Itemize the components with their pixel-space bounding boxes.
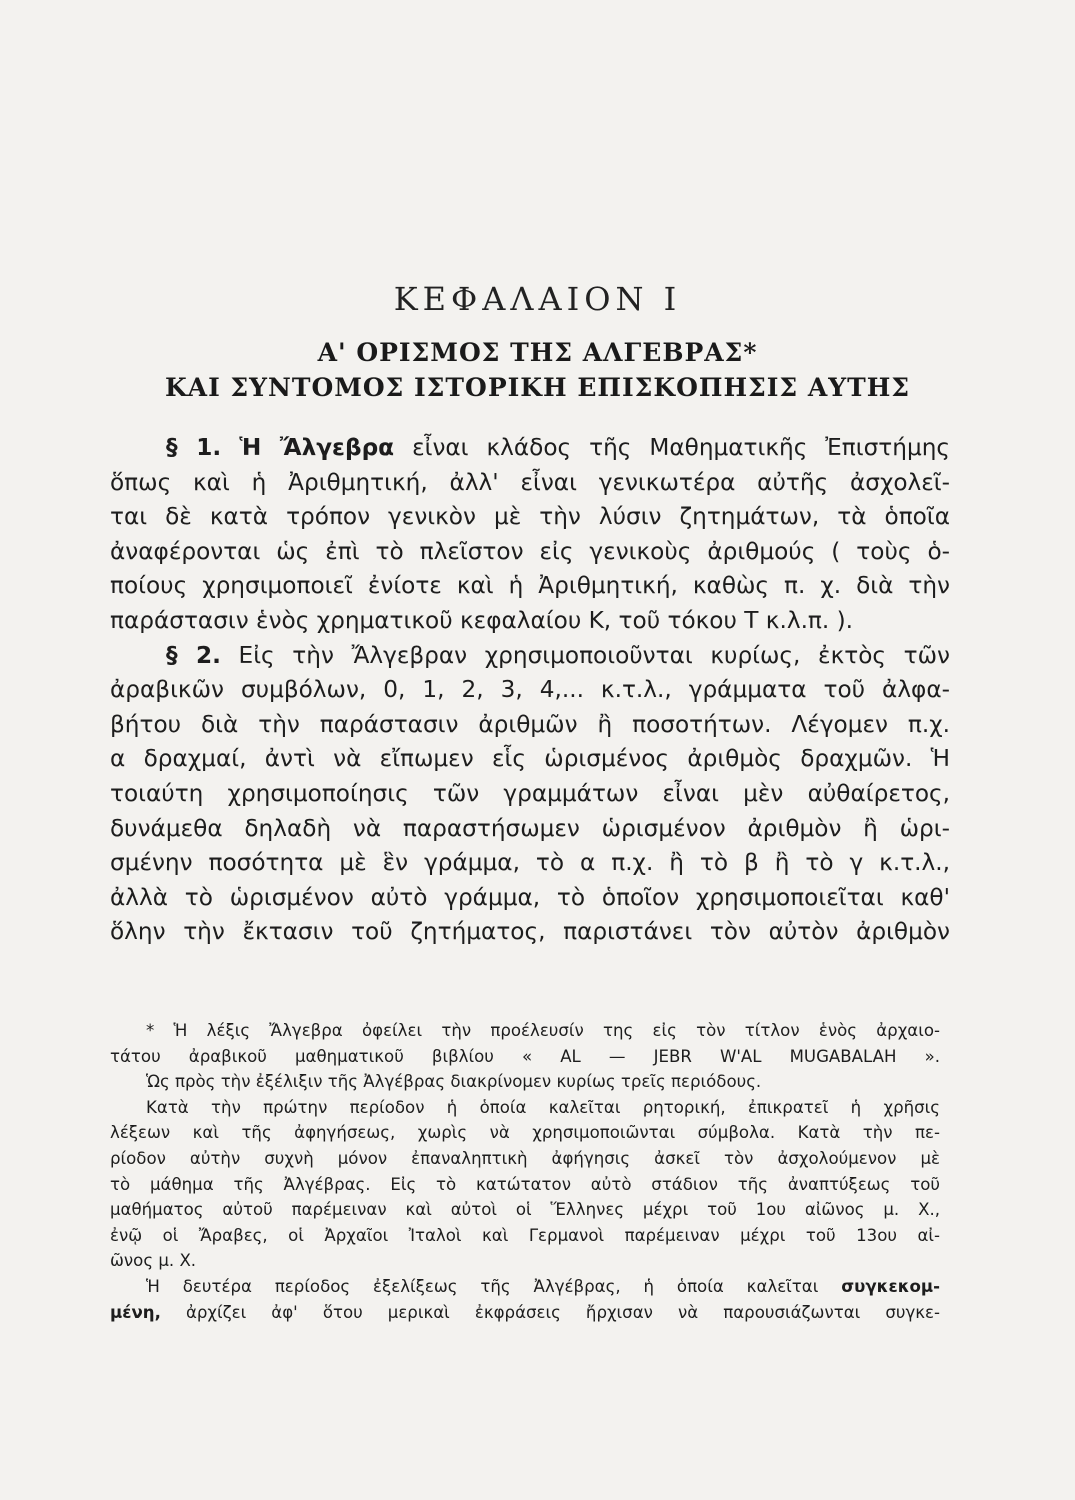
section-marker-2: § 2. (166, 641, 221, 669)
main-text (110, 431, 950, 950)
footnote-line-2: τάτου ἀραβικοῦ μαθηματικοῦ βιβλίου « AL — JEBR W'AL MUGABALAH ». (110, 1046, 940, 1066)
section-title-line-2: ΚΑΙ ΣΥΝΤΟΜΟΣ ΙΣΤΟΡΙΚΗ ΕΠΙΣΚΟΠΗΣΙΣ ΑΥΤΗΣ (164, 373, 911, 402)
paragraph-1-line-1: § 1. Ἡ Ἄλγεβρα εἶναι κλάδος τῆς Μαθηματικῆς Ἐπιστήμης (166, 434, 950, 461)
paragraph-2-line-9: ὅλην τὴν ἔκτασιν τοῦ ζητήματος, παριστάνει τὸν αὐτὸν ἀριθμὸν (110, 918, 950, 946)
footnote-line-4: Κατὰ τὴν πρώτην περίοδον ἡ ὁποία καλεῖται ρητορική, ἐπικρατεῖ ἡ χρῆσις (146, 1097, 940, 1117)
paragraph-1-line-4: ἀναφέρονται ὡς ἐπὶ τὸ πλεῖστον εἰς γενικοὺς ἀριθμούς ( τοὺς ὁ- (110, 537, 950, 565)
paragraph-1-line-5: ποίους χρησιμοποιεῖ ἐνίοτε καὶ ἡ Ἀριθμητική, καθὼς π. χ. διὰ τὴν (110, 572, 950, 600)
footnote-line-10: ῶνος μ. Χ. (110, 1251, 197, 1271)
footnote-line-7: τὸ μάθημα τῆς Ἀλγέβρας. Εἰς τὸ κατώτατον αὐτὸ στάδιον τῆς ἀναπτύξεως τοῦ (110, 1174, 940, 1194)
paragraph-2-line-2: ἀραβικῶν συμβόλων, 0, 1, 2, 3, 4,... κ.τ.λ., γράμματα τοῦ ἀλφα- (110, 676, 950, 704)
paragraph-1-line-2: ὅπως καὶ ἡ Ἀριθμητική, ἀλλ' εἶναι γενικωτέρα αὐτῆς ἀσχολεῖ- (110, 468, 950, 496)
paragraph-2-line-1: § 2. Εἰς τὴν Ἄλγεβραν χρησιμοποιοῦνται κυρίως, ἐκτὸς τῶν (166, 641, 950, 669)
paragraph-2-line-5: τοιαύτη χρησιμοποίησις τῶν γραμμάτων εἶναι μὲν αὐθαίρετος, (110, 779, 950, 807)
paragraph-1-line-3: ται δὲ κατὰ τρόπον γενικὸν μὲ τὴν λύσιν ζητημάτων, τὰ ὁποῖα (110, 503, 950, 531)
footnote-line-9: ἐνῷ οἱ Ἄραβες, οἱ Ἀρχαῖοι Ἰταλοὶ καὶ Γερμανοὶ παρέμειναν μέχρι τοῦ 13ου αἰ- (110, 1225, 940, 1245)
footnote-line-11: Ἡ δευτέρα περίοδος ἐξελίξεως τῆς Ἀλγέβρας, ἡ ὁποία καλεῖται συγκεκομ- (146, 1276, 940, 1296)
paragraph-1-line-6: παράστασιν ἑνὸς χρηματικοῦ κεφαλαίου Κ, τοῦ τόκου Τ κ.λ.π. ). (110, 606, 854, 634)
footnote-line-1: * Ἡ λέξις Ἄλγεβρα ὀφείλει τὴν προέλευσίν της εἰς τὸν τίτλον ἑνὸς ἀρχαιο- (146, 1021, 940, 1040)
footnote-line-6: ρίοδον αὐτὴν συχνὴ μόνον ἐπαναληπτικὴ ἀφήγησις ἀσκεῖ τὸν ἀσχολούμενον μὲ (110, 1148, 940, 1168)
section-marker-1: § 1. (166, 434, 222, 461)
paragraph-2-line-3: βήτου διὰ τὴν παράστασιν ἀριθμῶν ἢ ποσοτήτων. Λέγομεν π.χ. (110, 710, 950, 738)
footnote-line-8: μαθήματος αὐτοῦ παρέμειναν καὶ αὐτοὶ οἱ Ἕλληνες μέχρι τοῦ 1ου αἰῶνος μ. Χ., (110, 1200, 940, 1220)
footnote-line-3: Ὡς πρὸς τὴν ἐξέλιξιν τῆς Ἀλγέβρας διακρίνομεν κυρίως τρεῖς περιόδους. (146, 1072, 762, 1092)
footnote (110, 1018, 940, 1325)
footnote-line-12: μένη, ἀρχίζει ἀφ' ὅτου μερικαὶ ἐκφράσεις ἤρχισαν νὰ παρουσιάζωνται συγκε- (110, 1302, 941, 1322)
paragraph-2-line-6: δυνάμεθα δηλαδὴ νὰ παραστήσωμεν ὡρισμένον ἀριθμὸν ἢ ὡρι- (110, 814, 950, 842)
paragraph-2-line-8: ἀλλὰ τὸ ὡρισμένον αὐτὸ γράμμα, τὸ ὁποῖον χρησιμοποιεῖται καθ' (110, 883, 950, 911)
footnote-line-5: λέξεων καὶ τῆς ἀφηγήσεως, χωρὶς νὰ χρησιμοποιῶνται σύμβολα. Κατὰ τὴν πε- (110, 1123, 940, 1143)
lead-term-algebra: Ἡ Ἄλγεβρα (239, 434, 395, 461)
paragraph-2-line-4: α δραχμαί, ἀντὶ νὰ εἴπωμεν εἷς ὡρισμένος ἀριθμὸς δραχμῶν. Ἡ (110, 745, 950, 773)
section-title-line-1: Α' ΟΡΙΣΜΟΣ ΤΗΣ ΑΛΓΕΒΡΑΣ* (317, 338, 758, 367)
chapter-heading: ΚΕΦΑΛΑΙΟΝ Ι (393, 280, 682, 318)
paragraph-2-line-7: σμένην ποσότητα μὲ ἓν γράμμα, τὸ α π.χ. ἢ τὸ β ἢ τὸ γ κ.τ.λ., (110, 849, 950, 877)
